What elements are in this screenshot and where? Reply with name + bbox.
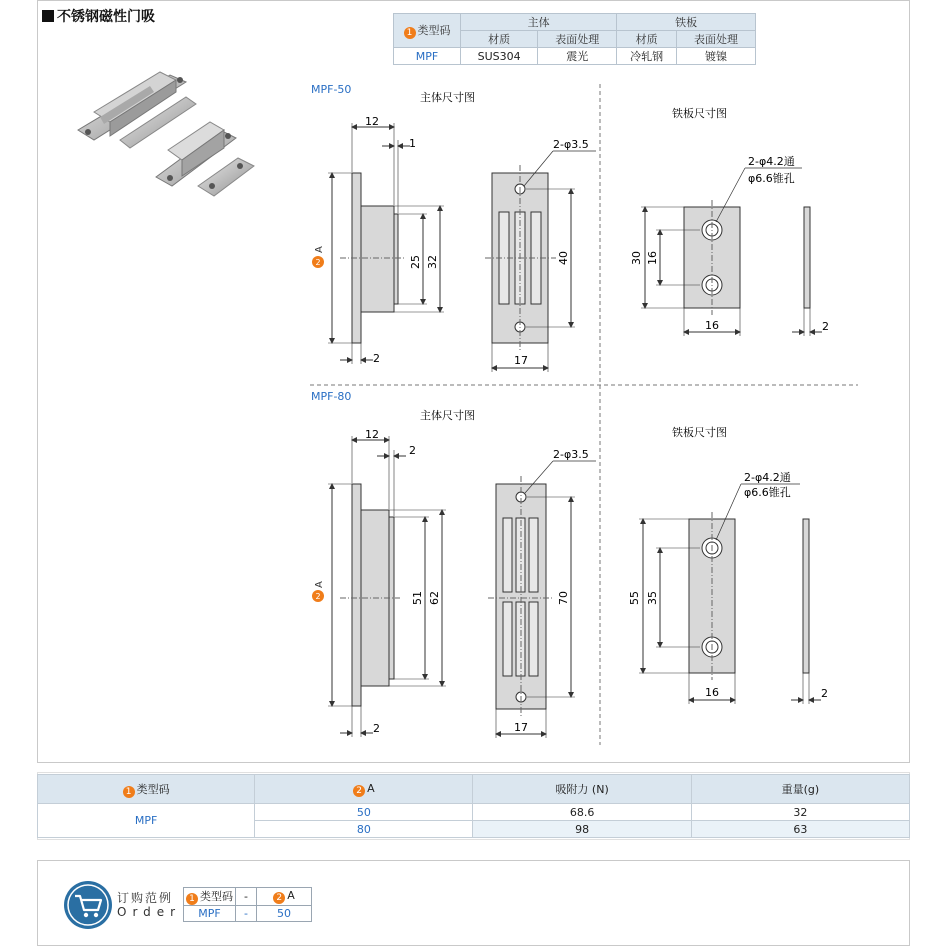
- svg-text:2: 2: [315, 258, 321, 267]
- mpf50-dim-2: 2: [373, 352, 380, 365]
- spec-type-code-header: 1 类型码: [394, 14, 461, 48]
- mpf80-plate-view: [689, 512, 809, 680]
- mpf50-plate-dim-16h: 16: [705, 319, 719, 332]
- mpf50-plate-hole-1: 2-φ4.2通: [748, 155, 795, 168]
- mpf80-main-title: 主体尺寸图: [420, 409, 475, 422]
- mpf50-plate-dim-30: 30: [630, 251, 643, 265]
- summary-type-code-header: 1 类型码: [38, 775, 255, 804]
- mpf50-dim-40: 40: [557, 251, 570, 265]
- summary-weight-50: 32: [691, 804, 909, 821]
- mpf80-label: MPF-80: [311, 390, 352, 403]
- product-photo: [78, 72, 254, 196]
- svg-text:A: A: [314, 246, 325, 253]
- mpf50-dim-1: 1: [409, 137, 416, 150]
- page-title: 不锈钢磁性门吸: [42, 6, 155, 26]
- spec-iron-plate-header: 铁板: [617, 14, 756, 31]
- mpf50-main-title: 主体尺寸图: [420, 91, 475, 104]
- mpf50-label: MPF-50: [311, 83, 352, 96]
- summary-a-80: 80: [255, 821, 473, 838]
- order-dash: -: [236, 906, 257, 922]
- mpf50-plate-dim-2: 2: [822, 320, 829, 333]
- svg-text:A: A: [314, 581, 325, 588]
- mpf50-plate-dim-16v: 16: [646, 251, 659, 265]
- mpf80-hole-label: 2-φ3.5: [553, 448, 589, 461]
- mpf50-plate-title: 铁板尺寸图: [672, 107, 727, 120]
- summary-a-50: 50: [255, 804, 473, 821]
- order-type-code-header: 1 类型码: [184, 888, 236, 906]
- mpf50-dim-17: 17: [514, 354, 528, 367]
- spec-surface-label-2: 表面处理: [676, 31, 755, 48]
- order-a-header: 2 A: [257, 888, 312, 906]
- mpf50-dim-32: 32: [426, 255, 439, 269]
- mpf50-dim-25: 25: [409, 255, 422, 269]
- mpf80-side-view: [340, 484, 400, 706]
- mpf80-dim-51: 51: [411, 591, 424, 605]
- order-code: MPF: [184, 906, 236, 922]
- summary-force-header: 吸附力 (N): [473, 775, 691, 804]
- summary-weight-80: 63: [691, 821, 909, 838]
- mpf80-dim-2top: 2: [409, 444, 416, 457]
- mpf50-dim-12: 12: [365, 115, 379, 128]
- mpf80-dim-a: [312, 581, 325, 602]
- summary-force-50: 68.6: [473, 804, 691, 821]
- order-dash-header: -: [236, 888, 257, 906]
- mpf50-side-view: [340, 173, 405, 343]
- mpf50-hole-label: 2-φ3.5: [553, 138, 589, 151]
- spec-material-label-2: 材质: [617, 31, 677, 48]
- mpf80-dim-62: 62: [428, 591, 441, 605]
- mpf80-dim-70: 70: [557, 591, 570, 605]
- spec-code: MPF: [394, 48, 461, 65]
- mpf80-plate-dim-35: 35: [646, 591, 659, 605]
- spec-body-surface: 震光: [538, 48, 617, 65]
- mpf80-plate-title: 铁板尺寸图: [672, 426, 727, 439]
- svg-text:2: 2: [315, 592, 321, 601]
- mpf50-dim-a: [312, 246, 325, 268]
- order-value: 50: [257, 906, 312, 922]
- mpf80-plate-dim-55: 55: [628, 591, 641, 605]
- mpf80-dim-12: 12: [365, 428, 379, 441]
- order-label-en: Order: [117, 905, 182, 919]
- mpf50-plate-hole-2: φ6.6锥孔: [748, 172, 795, 185]
- spec-surface-label: 表面处理: [538, 31, 617, 48]
- spec-plate-material: 冷轧钢: [617, 48, 677, 65]
- summary-code: MPF: [38, 804, 255, 838]
- spec-body-material: SUS304: [461, 48, 538, 65]
- mpf80-plate-dim-16h: 16: [705, 686, 719, 699]
- order-table: [183, 887, 312, 922]
- spec-plate-surface: 镀镍: [676, 48, 755, 65]
- summary-a-header: 2 A: [255, 775, 473, 804]
- summary-force-80: 98: [473, 821, 691, 838]
- mpf80-plate-hole-1: 2-φ4.2通: [744, 471, 791, 484]
- mpf80-dim-17: 17: [514, 721, 528, 734]
- spec-material-label: 材质: [461, 31, 538, 48]
- mpf80-dim-2: 2: [373, 722, 380, 735]
- mpf80-plate-dim-2: 2: [821, 687, 828, 700]
- mpf80-plate-hole-2: φ6.6锥孔: [744, 486, 791, 499]
- summary-weight-header: 重量(g): [691, 775, 909, 804]
- order-label-cn: 订购范例: [117, 891, 174, 905]
- spec-main-body-header: 主体: [461, 14, 617, 31]
- shopping-cart-icon: [62, 879, 114, 931]
- mpf50-plate-view: [684, 200, 810, 315]
- spec-summary-table: [37, 774, 910, 838]
- mpf50-front-view: [485, 165, 556, 352]
- mpf80-front-view: [488, 476, 554, 716]
